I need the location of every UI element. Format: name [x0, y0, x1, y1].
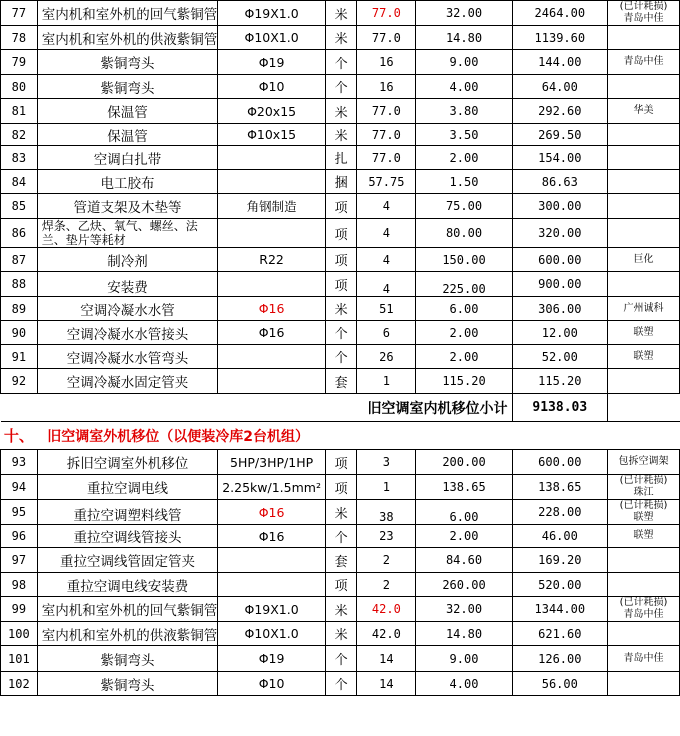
item-unit: 项 — [325, 573, 356, 597]
item-unit: 项 — [325, 272, 356, 297]
item-unit: 套 — [325, 369, 356, 394]
table-row — [1, 646, 680, 672]
item-unit: 扎 — [325, 146, 356, 170]
item-name: 安装费 — [37, 272, 218, 297]
item-name: 保温管 — [37, 99, 218, 124]
item-total: 169.20 — [512, 548, 608, 573]
item-brand-note: 青岛中佳 — [608, 646, 680, 672]
item-name: 室内机和室外机的供液紫铜管 — [37, 622, 218, 646]
row-number: 90 — [1, 321, 38, 345]
section-header-row — [1, 422, 680, 450]
item-quantity: 38 — [357, 500, 416, 525]
item-spec: 角钢制造 — [218, 194, 326, 219]
table-row — [1, 170, 680, 194]
table-row — [1, 573, 680, 597]
subtotal-label: 旧空调室内机移位小计 — [1, 394, 513, 422]
row-number: 80 — [1, 75, 38, 99]
item-unit-price: 225.00 — [416, 272, 512, 297]
item-unit-price: 138.65 — [416, 475, 512, 500]
item-name: 空调白扎带 — [37, 146, 218, 170]
item-unit-price: 32.00 — [416, 1, 512, 26]
item-brand-note — [608, 622, 680, 646]
item-total: 115.20 — [512, 369, 608, 394]
table-row — [1, 248, 680, 272]
row-number: 89 — [1, 297, 38, 321]
section-title: 旧空调室外机移位（以便装冷库2台机组） — [37, 422, 679, 450]
item-spec — [218, 272, 326, 297]
item-unit: 米 — [325, 26, 356, 50]
item-brand-note — [608, 170, 680, 194]
item-unit-price: 6.00 — [416, 500, 512, 525]
item-name: 保温管 — [37, 124, 218, 146]
table-row — [1, 672, 680, 696]
item-brand-note — [608, 272, 680, 297]
item-total: 900.00 — [512, 272, 608, 297]
item-quantity: 1 — [357, 369, 416, 394]
item-spec: Φ20x15 — [218, 99, 326, 124]
item-spec — [218, 219, 326, 248]
table-row — [1, 321, 680, 345]
item-total: 46.00 — [512, 525, 608, 548]
item-brand-note: (已计耗损) 青岛中佳 — [608, 597, 680, 622]
item-brand-note: 华美 — [608, 99, 680, 124]
row-number: 77 — [1, 1, 38, 26]
item-unit: 项 — [325, 219, 356, 248]
row-number: 83 — [1, 146, 38, 170]
item-spec: Φ19X1.0 — [218, 597, 326, 622]
item-unit: 米 — [325, 99, 356, 124]
item-unit-price: 115.20 — [416, 369, 512, 394]
table-row — [1, 622, 680, 646]
item-unit-price: 3.50 — [416, 124, 512, 146]
item-quantity: 26 — [357, 345, 416, 369]
item-brand-note — [608, 219, 680, 248]
item-total: 320.00 — [512, 219, 608, 248]
item-unit-price: 260.00 — [416, 573, 512, 597]
item-name: 重拉空调线管固定管夹 — [37, 548, 218, 573]
item-quantity: 16 — [357, 50, 416, 75]
item-unit: 套 — [325, 548, 356, 573]
item-unit: 米 — [325, 297, 356, 321]
item-unit: 米 — [325, 500, 356, 525]
item-spec — [218, 369, 326, 394]
table-row — [1, 500, 680, 525]
item-total: 12.00 — [512, 321, 608, 345]
item-brand-note — [608, 124, 680, 146]
item-spec: Φ10 — [218, 672, 326, 696]
item-name: 紫铜弯头 — [37, 50, 218, 75]
row-number: 102 — [1, 672, 38, 696]
row-number: 86 — [1, 219, 38, 248]
item-unit-price: 32.00 — [416, 597, 512, 622]
table-row — [1, 146, 680, 170]
item-spec: Φ19X1.0 — [218, 1, 326, 26]
item-quantity: 4 — [357, 272, 416, 297]
table-row — [1, 26, 680, 50]
table-row — [1, 297, 680, 321]
item-quantity: 23 — [357, 525, 416, 548]
item-total: 621.60 — [512, 622, 608, 646]
row-number: 91 — [1, 345, 38, 369]
item-unit-price: 6.00 — [416, 297, 512, 321]
item-unit: 项 — [325, 450, 356, 475]
item-quantity: 42.0 — [357, 622, 416, 646]
item-total: 600.00 — [512, 248, 608, 272]
item-unit: 个 — [325, 345, 356, 369]
row-number: 87 — [1, 248, 38, 272]
item-quantity: 4 — [357, 194, 416, 219]
item-spec: Φ10x15 — [218, 124, 326, 146]
item-unit: 项 — [325, 194, 356, 219]
item-unit: 米 — [325, 597, 356, 622]
item-unit-price: 75.00 — [416, 194, 512, 219]
item-brand-note: 巨化 — [608, 248, 680, 272]
item-spec — [218, 548, 326, 573]
item-name: 重拉空调电线安装费 — [37, 573, 218, 597]
item-total: 600.00 — [512, 450, 608, 475]
table-row — [1, 597, 680, 622]
item-name: 紫铜弯头 — [37, 75, 218, 99]
row-number: 81 — [1, 99, 38, 124]
item-total: 306.00 — [512, 297, 608, 321]
item-total: 86.63 — [512, 170, 608, 194]
table-row — [1, 450, 680, 475]
item-unit-price: 4.00 — [416, 75, 512, 99]
item-quantity: 14 — [357, 646, 416, 672]
item-quantity: 51 — [357, 297, 416, 321]
item-total: 300.00 — [512, 194, 608, 219]
subtotal-value: 9138.03 — [512, 394, 608, 422]
item-name: 制冷剂 — [37, 248, 218, 272]
item-spec: Φ16 — [218, 297, 326, 321]
item-spec: Φ10X1.0 — [218, 26, 326, 50]
item-name: 空调冷凝水水管 — [37, 297, 218, 321]
item-quantity: 77.0 — [357, 1, 416, 26]
item-spec — [218, 170, 326, 194]
item-brand-note: (已计耗损) 联塑 — [608, 500, 680, 525]
item-spec — [218, 146, 326, 170]
item-quantity: 16 — [357, 75, 416, 99]
item-quantity: 77.0 — [357, 124, 416, 146]
item-unit: 个 — [325, 646, 356, 672]
item-brand-note — [608, 194, 680, 219]
item-name: 空调冷凝水水管接头 — [37, 321, 218, 345]
item-quantity: 2 — [357, 548, 416, 573]
row-number: 94 — [1, 475, 38, 500]
item-name: 拆旧空调室外机移位 — [37, 450, 218, 475]
item-brand-note — [608, 75, 680, 99]
row-number: 97 — [1, 548, 38, 573]
row-number: 78 — [1, 26, 38, 50]
item-brand-note — [608, 548, 680, 573]
section-nine-rows — [1, 1, 680, 394]
item-quantity: 4 — [357, 219, 416, 248]
item-name: 焊条、乙炔、氧气、螺丝、法兰、垫片等耗材 — [37, 219, 218, 248]
item-spec: Φ16 — [218, 500, 326, 525]
item-quantity: 6 — [357, 321, 416, 345]
table-row — [1, 219, 680, 248]
item-unit-price: 80.00 — [416, 219, 512, 248]
item-name: 空调冷凝水水管弯头 — [37, 345, 218, 369]
item-quantity: 77.0 — [357, 146, 416, 170]
row-number: 100 — [1, 622, 38, 646]
item-unit-price: 9.00 — [416, 646, 512, 672]
table-row — [1, 345, 680, 369]
table-row — [1, 194, 680, 219]
subtotal-row — [1, 394, 680, 422]
item-total: 269.50 — [512, 124, 608, 146]
row-number: 93 — [1, 450, 38, 475]
item-unit: 米 — [325, 1, 356, 26]
item-total: 1344.00 — [512, 597, 608, 622]
item-brand-note: 联塑 — [608, 525, 680, 548]
item-brand-note: 联塑 — [608, 345, 680, 369]
table-row — [1, 548, 680, 573]
table-row — [1, 369, 680, 394]
item-total: 228.00 — [512, 500, 608, 525]
item-unit: 米 — [325, 622, 356, 646]
item-spec: 2.25kw/1.5mm² — [218, 475, 326, 500]
item-total: 52.00 — [512, 345, 608, 369]
table-row — [1, 99, 680, 124]
table-row — [1, 525, 680, 548]
item-spec — [218, 573, 326, 597]
row-number: 79 — [1, 50, 38, 75]
item-unit: 个 — [325, 50, 356, 75]
item-quantity: 14 — [357, 672, 416, 696]
item-quantity: 77.0 — [357, 99, 416, 124]
item-total: 64.00 — [512, 75, 608, 99]
item-spec — [218, 345, 326, 369]
item-total: 520.00 — [512, 573, 608, 597]
item-name: 室内机和室外机的供液紫铜管 — [37, 26, 218, 50]
item-name: 室内机和室外机的回气紫铜管 — [37, 597, 218, 622]
item-total: 292.60 — [512, 99, 608, 124]
item-spec: Φ16 — [218, 525, 326, 548]
item-unit: 个 — [325, 525, 356, 548]
row-number: 95 — [1, 500, 38, 525]
item-spec: Φ10X1.0 — [218, 622, 326, 646]
item-unit-price: 1.50 — [416, 170, 512, 194]
item-brand-note — [608, 369, 680, 394]
item-brand-note: (已计耗损) 青岛中佳 — [608, 1, 680, 26]
item-name: 紫铜弯头 — [37, 646, 218, 672]
item-brand-note — [608, 672, 680, 696]
item-unit-price: 9.00 — [416, 50, 512, 75]
subtotal-note — [608, 394, 680, 422]
item-total: 138.65 — [512, 475, 608, 500]
item-spec: 5HP/3HP/1HP — [218, 450, 326, 475]
item-unit: 个 — [325, 672, 356, 696]
item-unit: 项 — [325, 475, 356, 500]
row-number: 84 — [1, 170, 38, 194]
item-unit-price: 150.00 — [416, 248, 512, 272]
table-row — [1, 272, 680, 297]
item-spec: Φ16 — [218, 321, 326, 345]
item-unit-price: 14.80 — [416, 26, 512, 50]
item-unit-price: 3.80 — [416, 99, 512, 124]
item-name: 重拉空调电线 — [37, 475, 218, 500]
row-number: 88 — [1, 272, 38, 297]
item-quantity: 2 — [357, 573, 416, 597]
row-number: 96 — [1, 525, 38, 548]
table-row — [1, 1, 680, 26]
item-name: 室内机和室外机的回气紫铜管 — [37, 1, 218, 26]
item-brand-note: 包拆空调架 — [608, 450, 680, 475]
item-quantity: 42.0 — [357, 597, 416, 622]
item-unit-price: 2.00 — [416, 345, 512, 369]
table-row — [1, 75, 680, 99]
item-total: 1139.60 — [512, 26, 608, 50]
item-unit: 项 — [325, 248, 356, 272]
item-name: 重拉空调线管接头 — [37, 525, 218, 548]
item-unit-price: 2.00 — [416, 321, 512, 345]
item-name: 紫铜弯头 — [37, 672, 218, 696]
item-name: 空调冷凝水固定管夹 — [37, 369, 218, 394]
section-number: 十、 — [1, 422, 38, 450]
item-name: 管道支架及木垫等 — [37, 194, 218, 219]
table-row — [1, 50, 680, 75]
item-spec: Φ19 — [218, 50, 326, 75]
item-quantity: 1 — [357, 475, 416, 500]
row-number: 85 — [1, 194, 38, 219]
item-quantity: 57.75 — [357, 170, 416, 194]
subtotal-block — [1, 394, 680, 450]
item-unit-price: 14.80 — [416, 622, 512, 646]
item-brand-note: 广州诚科 — [608, 297, 680, 321]
row-number: 101 — [1, 646, 38, 672]
item-spec: R22 — [218, 248, 326, 272]
section-ten-rows — [1, 450, 680, 696]
item-name: 电工胶布 — [37, 170, 218, 194]
item-total: 2464.00 — [512, 1, 608, 26]
row-number: 98 — [1, 573, 38, 597]
row-number: 92 — [1, 369, 38, 394]
item-unit-price: 2.00 — [416, 525, 512, 548]
item-unit: 捆 — [325, 170, 356, 194]
item-unit-price: 2.00 — [416, 146, 512, 170]
item-total: 56.00 — [512, 672, 608, 696]
item-spec: Φ19 — [218, 646, 326, 672]
row-number: 82 — [1, 124, 38, 146]
row-number: 99 — [1, 597, 38, 622]
item-brand-note — [608, 26, 680, 50]
item-brand-note: (已计耗损) 珠江 — [608, 475, 680, 500]
item-brand-note: 联塑 — [608, 321, 680, 345]
item-total: 144.00 — [512, 50, 608, 75]
item-quantity: 4 — [357, 248, 416, 272]
item-total: 154.00 — [512, 146, 608, 170]
item-unit: 个 — [325, 75, 356, 99]
item-name: 重拉空调塑料线管 — [37, 500, 218, 525]
item-total: 126.00 — [512, 646, 608, 672]
item-spec: Φ10 — [218, 75, 326, 99]
item-unit-price: 84.60 — [416, 548, 512, 573]
item-quantity: 77.0 — [357, 26, 416, 50]
item-quantity: 3 — [357, 450, 416, 475]
item-brand-note — [608, 573, 680, 597]
item-unit-price: 4.00 — [416, 672, 512, 696]
item-unit: 个 — [325, 321, 356, 345]
table-row — [1, 475, 680, 500]
table-row — [1, 124, 680, 146]
item-brand-note — [608, 146, 680, 170]
item-brand-note: 青岛中佳 — [608, 50, 680, 75]
item-unit: 米 — [325, 124, 356, 146]
item-unit-price: 200.00 — [416, 450, 512, 475]
